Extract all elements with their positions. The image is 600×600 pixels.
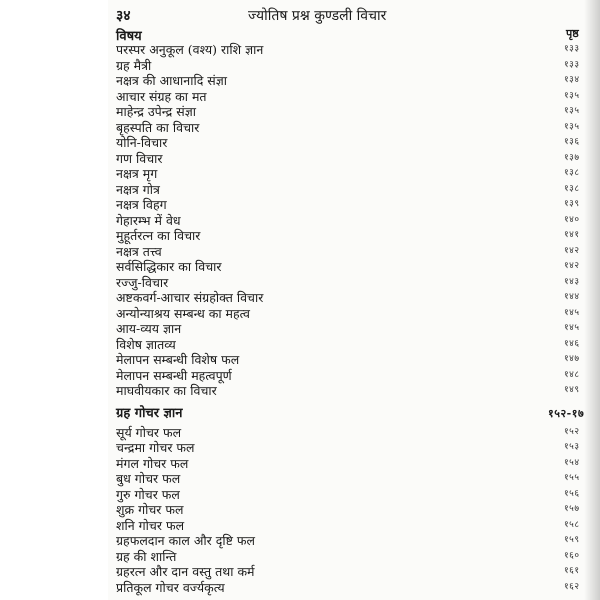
item-title: रज्जु-विचार xyxy=(116,274,169,290)
item-page: १५४ xyxy=(564,457,580,468)
item-page: १५२ xyxy=(564,426,580,437)
item-page: १५६ xyxy=(564,488,580,499)
item-page: १३८ xyxy=(564,168,580,178)
item-title: अन्योन्याश्रय सम्बन्ध का महत्व xyxy=(116,305,250,321)
item-page: १४५ xyxy=(564,307,580,318)
list-item xyxy=(116,518,600,534)
item-page: १४२ xyxy=(564,261,580,271)
item-title: सर्वसिद्धिकार का विचार xyxy=(116,259,222,274)
list-item xyxy=(116,580,600,596)
item-page: १५८ xyxy=(564,519,580,530)
page-header xyxy=(108,6,600,28)
item-page: १५७ xyxy=(564,504,580,514)
item-page: १३६ xyxy=(564,137,580,147)
list-item xyxy=(116,352,600,368)
running-title: ज्योतिष प्रश्न कुण्डली विचार xyxy=(248,8,387,24)
item-page: १४३ xyxy=(564,276,580,287)
item-page: १३५ xyxy=(564,121,580,132)
item-title: मेलापन सम्बन्धी विशेष फल xyxy=(116,352,240,367)
item-title: शनि गोचर फल xyxy=(116,517,185,533)
item-page: १३३ xyxy=(564,59,580,70)
item-title: माघवीयकार का विचार xyxy=(116,383,217,398)
item-title: नक्षत्र मृग xyxy=(116,166,158,181)
item-page: १५९ xyxy=(564,535,580,545)
list-item xyxy=(116,564,600,580)
item-title: आय-व्यय ज्ञान xyxy=(116,321,182,336)
list-item xyxy=(116,502,600,518)
list-item xyxy=(116,104,600,120)
page-number: ३४ xyxy=(116,8,131,24)
item-title: शुक्र गोचर फल xyxy=(116,502,184,517)
item-page: १६० xyxy=(564,550,580,561)
list-item xyxy=(116,383,600,399)
item-title: गेहारम्भ में वेध xyxy=(116,212,181,228)
list-item xyxy=(116,306,600,322)
item-title: परस्पर अनुकूल (वश्य) राशि ज्ञान xyxy=(116,42,264,57)
item-title: विशेष ज्ञातव्य xyxy=(116,336,176,352)
item-page: १३८ xyxy=(564,183,580,194)
list-item xyxy=(116,73,600,89)
item-title: प्रतिकूल गोचर वर्ज्यकृत्य xyxy=(116,579,225,595)
list-item xyxy=(116,259,600,275)
item-page: १४२ xyxy=(564,245,580,256)
list-item xyxy=(116,487,600,503)
item-title: योनि-विचार xyxy=(116,135,168,150)
item-title: सूर्य गोचर फल xyxy=(116,424,182,440)
item-page: १४५ xyxy=(564,323,580,333)
list-item xyxy=(116,425,600,441)
item-title: आचार संग्रह का मत xyxy=(116,88,207,104)
list-item xyxy=(116,368,600,384)
item-title: नक्षत्र की आधानादि संज्ञा xyxy=(116,73,228,88)
list-item xyxy=(116,166,600,182)
section-page-range: १५२-१७ xyxy=(548,406,585,420)
section-title: ग्रह गोचर ज्ञान xyxy=(116,405,183,421)
item-title: गुरु गोचर फल xyxy=(116,486,180,502)
item-page: १४६ xyxy=(564,338,580,349)
list-item xyxy=(116,533,600,549)
subject-column-header: विषय xyxy=(116,29,142,44)
list-item xyxy=(116,228,600,244)
list-item xyxy=(116,275,600,291)
list-item xyxy=(116,58,600,74)
list-item xyxy=(116,120,600,136)
item-title: नक्षत्र गोत्र xyxy=(116,181,160,197)
list-item xyxy=(116,440,600,456)
item-title: बुध गोचर फल xyxy=(116,471,181,486)
item-page: १४९ xyxy=(564,385,580,395)
item-title: अष्टकवर्ग-आचार संग्रहोक्त विचार xyxy=(116,290,264,305)
item-page: १३४ xyxy=(564,75,580,85)
item-page: १३७ xyxy=(564,152,580,163)
item-title: ग्रहफलदान काल और दृष्टि फल xyxy=(116,533,256,548)
item-page: १५३ xyxy=(564,442,580,452)
item-title: नक्षत्र विहग xyxy=(116,197,167,212)
item-title: गण विचार xyxy=(116,150,163,166)
list-item xyxy=(116,213,600,229)
list-item xyxy=(116,290,600,306)
item-page: १३९ xyxy=(564,199,580,209)
item-page: १४७ xyxy=(564,354,580,364)
item-title: बृहस्पति का विचार xyxy=(116,119,200,135)
contents-list xyxy=(116,42,600,595)
item-page: १३५ xyxy=(564,90,580,101)
list-item xyxy=(116,456,600,472)
list-item xyxy=(116,337,600,353)
page-column-header: पृष्ठ xyxy=(566,27,579,40)
item-title: मंगल गोचर फल xyxy=(116,455,189,471)
book-page xyxy=(108,0,600,600)
item-page: १४० xyxy=(564,214,580,225)
item-page: १४८ xyxy=(564,369,580,380)
item-title: ग्रहरत्न और दान वस्तु तथा कर्म xyxy=(116,564,255,579)
list-item xyxy=(116,42,600,58)
item-title: माहेन्द्र उपेन्द्र संज्ञा xyxy=(116,104,196,119)
item-page: १५५ xyxy=(564,473,580,483)
list-item xyxy=(116,135,600,151)
item-title: मेलापन सम्बन्धी महत्वपूर्ण xyxy=(116,367,232,383)
item-page: १६१ xyxy=(564,566,580,576)
item-page: १३५ xyxy=(564,106,580,116)
list-item xyxy=(116,471,600,487)
page-gutter-shadow xyxy=(584,0,600,600)
list-item xyxy=(116,197,600,213)
list-item xyxy=(116,244,600,260)
item-page: १४१ xyxy=(564,230,580,240)
item-page: १६२ xyxy=(564,581,580,592)
list-item xyxy=(116,549,600,565)
list-item xyxy=(116,182,600,198)
item-title: नक्षत्र तत्त्व xyxy=(116,243,162,259)
list-item xyxy=(116,321,600,337)
list-item xyxy=(116,89,600,105)
section-heading xyxy=(116,403,600,425)
item-page: १३३ xyxy=(564,44,580,54)
item-title: मुहूर्तरत्न का विचार xyxy=(116,228,201,243)
item-title: चन्द्रमा गोचर फल xyxy=(116,440,195,455)
item-title: ग्रह मैत्री xyxy=(116,57,152,73)
list-item xyxy=(116,151,600,167)
item-page: १४४ xyxy=(564,292,580,302)
item-title: ग्रह की शान्ति xyxy=(116,548,177,564)
